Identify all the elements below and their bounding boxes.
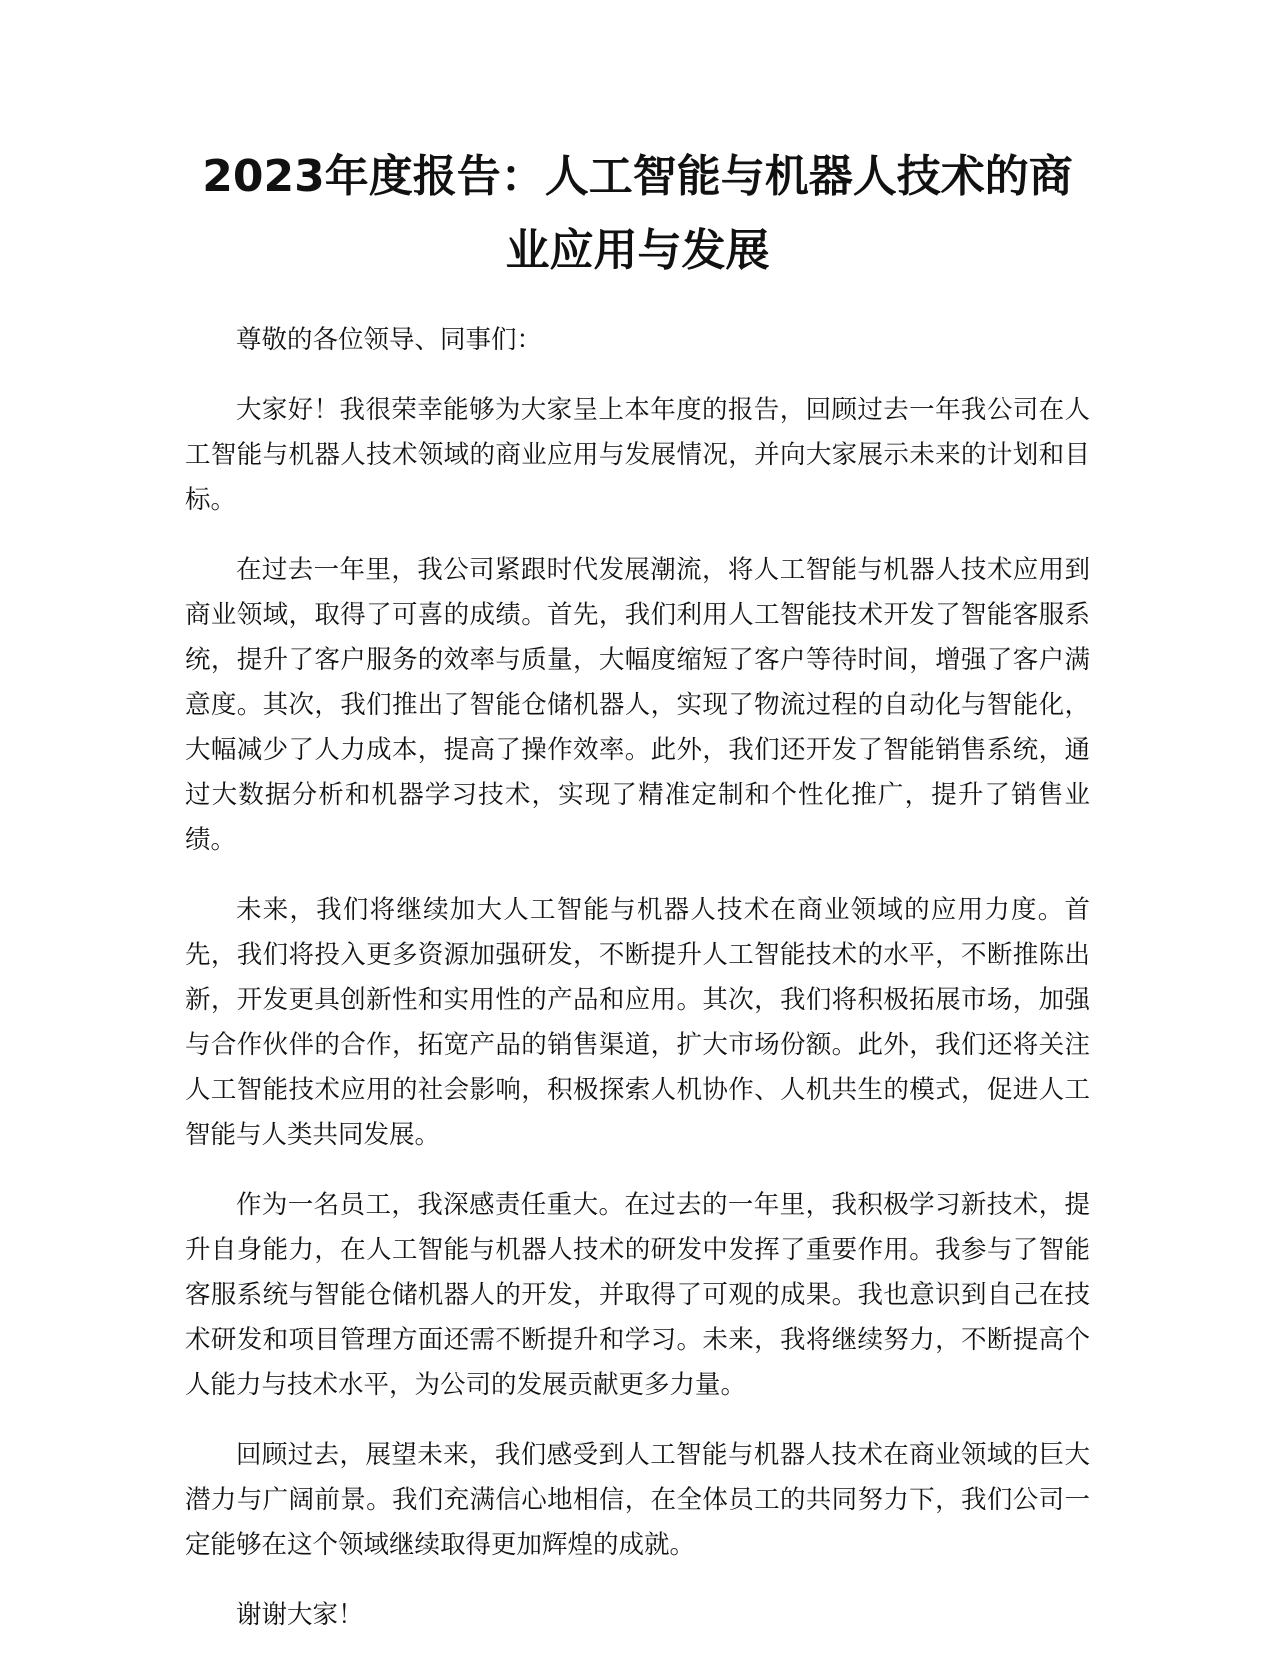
- document-page: [185, 140, 1090, 1663]
- document-title: 2023年度报告：人工智能与机器人技术的商业应用与发展: [202, 151, 1073, 276]
- closing: 谢谢大家！: [236, 1600, 364, 1630]
- paragraph-outlook: 回顾过去，展望未来，我们感受到人工智能与机器人技术在商业领域的巨大潜力与广阔前景。我们充满信心地相信，在全体员工的共同努力下，我们公司一定能够在这个领域继续取得更加辉煌的成就。: [185, 1440, 1090, 1560]
- paragraph-intro: 大家好！我很荣幸能够为大家呈上本年度的报告，回顾过去一年我公司在人工智能与机器人技术领域的商业应用与发展情况，并向大家展示未来的计划和目标。: [185, 395, 1090, 515]
- salutation: 尊敬的各位领导、同事们：: [236, 325, 543, 355]
- paragraph-achievements: 在过去一年里，我公司紧跟时代发展潮流，将人工智能与机器人技术应用到商业领域，取得了可喜的成绩。首先，我们利用人工智能技术开发了智能客服系统，提升了客户服务的效率与质量，大幅度缩短了客户等待时间，增强了客户满意度。其次，我们推出了智能仓储机器人，实现了物流过程的自动化与智能化，大幅减少了人力成本，提高了操作效率。此外，我们还开发了智能销售系统，通过大数据分析和机器学习技术，实现了精准定制和个性化推广，提升了销售业绩。: [185, 555, 1090, 855]
- paragraph-personal: 作为一名员工，我深感责任重大。在过去的一年里，我积极学习新技术，提升自身能力，在人工智能与机器人技术的研发中发挥了重要作用。我参与了智能客服系统与智能仓储机器人的开发，并取得了可观的成果。我也意识到自己在技术研发和项目管理方面还需不断提升和学习。未来，我将继续努力，不断提高个人能力与技术水平，为公司的发展贡献更多力量。: [185, 1190, 1090, 1400]
- paragraph-future-plans: 未来，我们将继续加大人工智能与机器人技术在商业领域的应用力度。首先，我们将投入更多资源加强研发，不断提升人工智能技术的水平，不断推陈出新，开发更具创新性和实用性的产品和应用。其次，我们将积极拓展市场，加强与合作伙伴的合作，拓宽产品的销售渠道，扩大市场份额。此外，我们还将关注人工智能技术应用的社会影响，积极探索人机协作、人机共生的模式，促进人工智能与人类共同发展。: [185, 895, 1090, 1150]
